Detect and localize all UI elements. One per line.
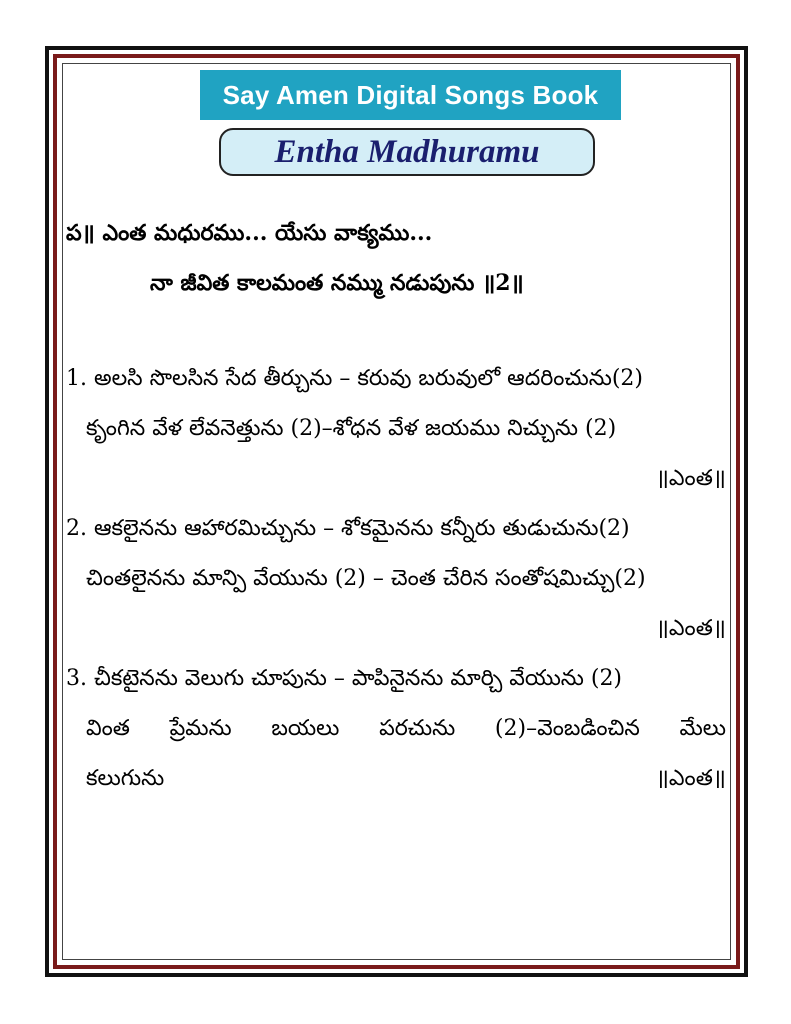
verse-2-line-1: 2. ఆకలైనను ఆహారమిచ్చును – శోకమైనను కన్నీరు తుడుచును(2)	[66, 516, 630, 541]
verse-1-line-2: కృంగిన వేళ లేవనెత్తును (2)–శోధన వేళ జయము నిచ్చును (2)	[86, 416, 617, 441]
song-title: Entha Madhuramu	[219, 128, 595, 176]
verse-2-refrain: ॥ఎంత॥	[655, 616, 726, 641]
pallavi-line-2: నా జీవిత కాలమంత నమ్ము నడుపును ॥2॥	[150, 270, 524, 296]
verse-1-refrain: ॥ఎంత॥	[655, 466, 726, 491]
pallavi-line-1: ప॥ ఎంత మధురము... యేసు వాక్యము...	[66, 220, 433, 246]
verse-3-line-3	[66, 766, 726, 792]
verse-3-line-1: 3. చీకటైనను వెలుగు చూపును – పాపినైనను మార్చి వేయును (2)	[66, 666, 623, 691]
verse-3-line-2: వింత ప్రేమను బయలు పరచును (2)–వెంబడించిన మేలు	[86, 716, 726, 741]
verse-2-line-2: చింతలైనను మాన్పి వేయును (2) – చెంత చేరిన సంతోషమిచ్చు(2)	[86, 566, 646, 591]
page-border-inner	[62, 63, 731, 960]
book-banner: Say Amen Digital Songs Book	[200, 70, 621, 120]
verse-3-refrain: ॥ఎంత॥	[655, 766, 726, 791]
verse-1-line-1: 1. అలసి సొలసిన సేద తీర్చును – కరువు బరువులో ఆదరించును(2)	[66, 366, 644, 391]
verse-3-line-3-text: కలుగును	[86, 766, 165, 791]
